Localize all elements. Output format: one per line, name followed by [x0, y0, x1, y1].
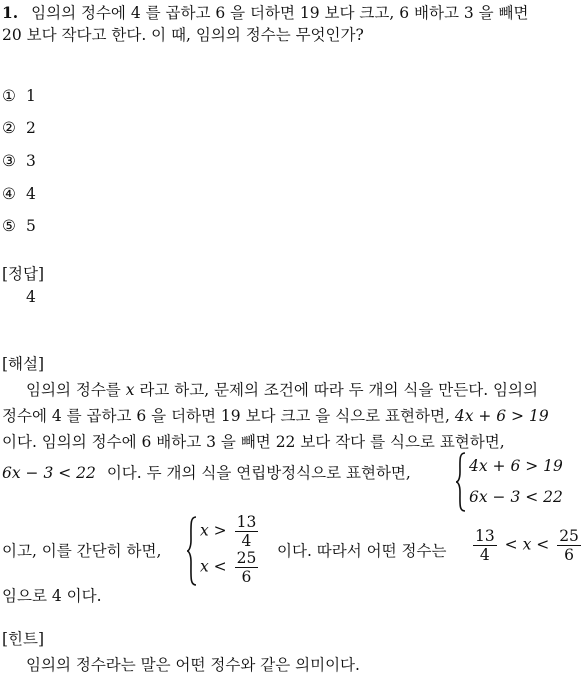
fraction — [235, 549, 259, 586]
explanation-line-1 — [26, 378, 538, 400]
system-2-row-1 — [200, 513, 261, 550]
choice-5[interactable] — [2, 217, 36, 235]
explanation-text: 이다. 두 개의 식을 연립방정식으로 표현하면, — [106, 464, 411, 482]
choice-3[interactable] — [2, 152, 36, 170]
explanation-line-5a: 이고, 이를 간단히 하면, — [2, 542, 162, 560]
fraction-denominator: 6 — [564, 546, 574, 564]
hint-text: 임의의 정수라는 말은 어떤 정수와 같은 의미이다. — [26, 656, 360, 674]
math-expression: < x < — [504, 535, 550, 554]
explanation-text: 라고 하고, 문제의 조건에 따라 두 개의 식을 만든다. 임의의 — [139, 381, 538, 399]
math-variable: x — [125, 381, 135, 399]
choice-4[interactable] — [2, 185, 36, 203]
answer-value: 4 — [26, 288, 36, 306]
explanation-line-5b: 이다. 따라서 어떤 정수는 — [277, 542, 447, 560]
choice-mark: ③ — [2, 152, 16, 170]
explanation-text: 임의의 정수를 — [26, 381, 121, 399]
explanation-line-2 — [2, 404, 549, 426]
fraction-denominator: 6 — [241, 568, 252, 586]
fraction — [557, 527, 581, 564]
choice-text: 1 — [26, 87, 36, 105]
left-brace-icon — [186, 516, 198, 586]
question-line-1 — [2, 1, 528, 23]
answer-heading: [정답] — [2, 265, 45, 283]
math-expression: x < — [200, 557, 227, 576]
fraction-numerator: 25 — [236, 549, 257, 567]
system-1-row-2: 6x − 3 < 22 — [469, 488, 563, 506]
math-expression: x > — [200, 521, 227, 540]
fraction-numerator: 13 — [236, 513, 257, 531]
question-text-2: 20 보다 작다고 한다. 이 때, 임의의 정수는 무엇인가? — [2, 26, 364, 44]
choice-text: 5 — [26, 217, 36, 235]
explanation-line-3: 이다. 임의의 정수에 6 배하고 3 을 빼면 22 보다 작다 를 식으로 표현하면, — [2, 433, 505, 451]
fraction — [473, 527, 497, 564]
system-2-row-2 — [200, 549, 261, 586]
choice-1[interactable] — [2, 87, 36, 105]
choice-mark: ④ — [2, 185, 16, 203]
question-number: 1. — [2, 3, 19, 22]
choice-mark: ② — [2, 119, 16, 137]
choice-text: 2 — [26, 119, 36, 137]
choice-text: 3 — [26, 152, 36, 170]
choice-2[interactable] — [2, 119, 36, 137]
fraction — [235, 513, 259, 550]
explanation-line-6: 임으로 4 이다. — [2, 587, 102, 605]
choice-mark: ⑤ — [2, 217, 16, 235]
left-brace-icon — [455, 452, 467, 512]
explanation-heading: [해설] — [2, 355, 45, 373]
explanation-text: 정수에 4 를 곱하고 6 을 더하면 19 보다 크고 을 식으로 표현하면, — [2, 407, 450, 425]
math-expression: 4x + 6 > 19 — [454, 407, 549, 425]
hint-heading: [힌트] — [2, 630, 45, 648]
choice-text: 4 — [26, 185, 36, 203]
choice-mark: ① — [2, 87, 16, 105]
math-expression: 6x − 3 < 22 — [2, 464, 96, 482]
fraction-numerator: 25 — [559, 527, 579, 545]
fraction-numerator: 13 — [475, 527, 495, 545]
system-1-row-1: 4x + 6 > 19 — [469, 457, 563, 475]
range-expression — [470, 527, 584, 564]
question-text-1: 임의의 정수에 4 를 곱하고 6 을 더하면 19 보다 크고, 6 배하고 3 을 빼면 — [31, 4, 529, 22]
fraction-denominator: 4 — [241, 532, 252, 550]
explanation-line-4 — [2, 461, 411, 483]
fraction-denominator: 4 — [479, 546, 490, 564]
